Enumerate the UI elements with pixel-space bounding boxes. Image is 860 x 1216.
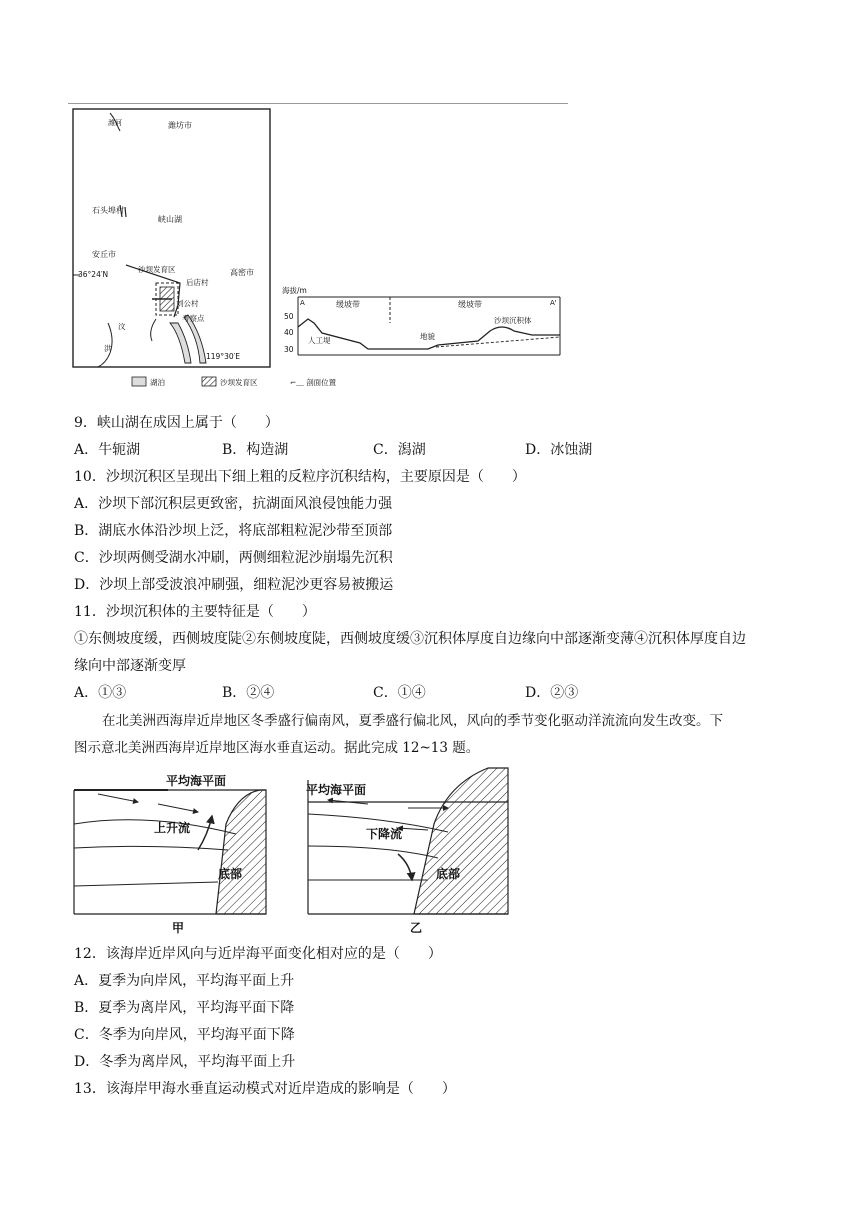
map-label-shitou: 石头埠村 [92,206,124,215]
ocean-figure [68,764,518,936]
q13-stem: 13．该海岸甲海水垂直运动模式对近岸造成的影响是（ ） [74,1081,456,1097]
q11-statements-line1: ①东侧坡度缓，西侧坡度陡②东侧坡度陡，西侧坡度缓③沉积体厚度自边缘向中部逐渐变薄④沉积体厚度自边 [74,631,746,647]
legend-lake-label: 湖泊 [150,378,165,387]
profile-y-title: 海拔/m [282,286,307,295]
map-label-dagong: 刘公村 [176,299,199,308]
profile-tick-40: 40 [284,328,294,337]
q11-option-d[interactable]: D．②③ [525,685,579,701]
river-wen [151,319,156,341]
q11-option-b[interactable]: B．②④ [222,685,275,701]
passage [74,708,794,762]
map-label-weifang: 潍坊市 [168,121,192,130]
q11-stem: 11．沙坝沉积体的主要特征是（ ） [74,604,316,620]
passage-line1: 在北美洲西海岸近岸地区冬季盛行偏南风，夏季盛行偏北风，风向的季节变化驱动洋流流向发生改变。下 [102,713,723,729]
profile-tick-30: 30 [284,345,294,354]
map-label-shaba: 沙坝发育区 [138,265,176,274]
q10-stem: 10．沙坝沉积区呈现出下细上粗的反粒序沉积结构，主要原因是（ ） [74,469,526,485]
lake-south [170,323,191,363]
profile-water [436,337,560,347]
ocean-panel-left [74,773,266,935]
profile-tick-50: 50 [284,312,294,321]
q12-option-b[interactable]: B．夏季为离岸风，平均海平面下降 [74,1000,295,1016]
map-label-kaocha: 考察点 [182,314,205,323]
ocean-right-caption: 乙 [410,921,423,935]
ocean-right-current: 下降流 [366,827,403,841]
q11-option-a[interactable]: A．①③ [74,685,127,701]
legend-shaba-swatch [202,377,216,386]
profile-zone-right: 缓坡带 [458,300,482,309]
ocean-left-current: 上升流 [154,821,191,835]
map-label-anqiu: 安丘市 [92,250,116,259]
q10-option-a[interactable]: A．沙坝下部沉积层更致密，抗湖面风浪侵蚀能力强 [74,496,393,512]
profile-landform: 地貌 [420,332,435,341]
q9-option-d[interactable]: D．冰蚀湖 [525,442,593,458]
profile-point-a: A [300,299,305,307]
map-label-lat: 36°24′N [78,270,109,279]
q12-option-d[interactable]: D．冬季为离岸风，平均海平面上升 [74,1054,296,1070]
passage-line2: 图示意北美洲西海岸近岸地区海水垂直运动。据此完成 12~13 题。 [74,740,480,756]
q10-option-d[interactable]: D．沙坝上部受波浪冲刷强，细粒泥沙更容易被搬运 [74,577,394,593]
ocean-right-seabed [414,768,508,914]
q12-option-a[interactable]: A．夏季为向岸风，平均海平面上升 [74,973,295,989]
profile-figure [278,283,568,363]
profile-deposit: 沙坝沉积体 [494,316,532,325]
map-label-gaomi: 高密市 [230,268,254,277]
q9-stem: 9．峡山湖在成因上属于（ ） [74,415,279,431]
legend-section-label: 剖面位置 [306,378,337,387]
map-label-wei: 潍河 [108,119,122,127]
q10-option-b[interactable]: B．湖底水体沿沙坝上泛，将底部粗粒泥沙带至顶部 [74,523,393,539]
ocean-left-caption: 甲 [172,921,185,935]
map-label-xiashan: 峡山湖 [158,215,182,224]
q11-option-c[interactable]: C．①④ [373,685,426,701]
q9-option-c[interactable]: C．潟湖 [373,442,426,458]
q9-option-b[interactable]: B．构造湖 [222,442,289,458]
map-label-wen: 汶 [118,322,126,331]
profile-point-a-prime: A' [550,299,557,307]
ocean-right-sea-level: 平均海平面 [306,783,367,797]
ocean-left-seabed [216,790,266,914]
profile-dike: 人工堤 [308,336,331,345]
map-frame [73,109,270,367]
ocean-right-bottom: 底部 [436,867,461,881]
legend-lake-swatch [132,377,146,386]
q9-option-a[interactable]: A．牛轭湖 [74,442,141,458]
q10-option-c[interactable]: C．沙坝两侧受湖水冲刷，两侧细粒泥沙崩塌先沉积 [74,550,393,566]
ocean-left-bottom: 底部 [218,867,243,881]
top-rule [68,103,568,104]
q12-stem: 12．该海岸近岸风向与近岸海平面变化相对应的是（ ） [74,946,442,962]
map-label-houdian: 后店村 [186,278,209,287]
legend-shaba-label: 沙坝发育区 [220,378,258,387]
map-figure [60,105,280,395]
map-label-hong: 洪 [104,344,112,353]
q12-option-c[interactable]: C．冬季为向岸风，平均海平面下降 [74,1027,295,1043]
map-label-lon: 119°30′E [206,352,241,361]
profile-zone-left: 缓坡带 [336,300,360,309]
legend-section-icon: ⌐﹏ [290,378,304,387]
legend-section [290,377,336,388]
ocean-panel-right [306,768,508,935]
ocean-left-sea-level: 平均海平面 [166,774,227,788]
q11-statements-line2: 缘向中部逐渐变厚 [74,658,186,674]
